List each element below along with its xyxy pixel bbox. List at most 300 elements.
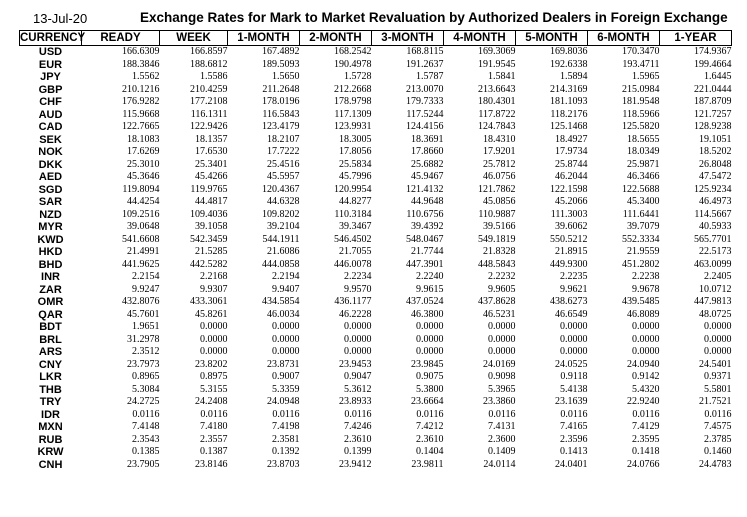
- rate-cell: 5.3965: [488, 383, 516, 395]
- rate-cell: 23.9453: [339, 358, 372, 370]
- rate-cell: 23.9412: [339, 458, 372, 470]
- rate-cell: 46.5231: [483, 308, 516, 320]
- rate-cell: 24.0766: [627, 458, 660, 470]
- rate-cell: 1.5562: [132, 71, 160, 82]
- rate-cell: 18.0349: [627, 146, 660, 157]
- rate-cell: 24.0401: [555, 458, 588, 470]
- rate-cell: 110.3184: [334, 208, 372, 220]
- rate-cell: 1.6445: [704, 71, 732, 82]
- rate-cell: 7.4131: [488, 421, 516, 432]
- rate-cell: 2.3557: [200, 433, 228, 445]
- rate-cell: 21.7744: [411, 246, 444, 257]
- rate-cell: 177.2108: [190, 96, 228, 107]
- rate-cell: 0.1387: [200, 446, 228, 457]
- currency-code: MXN: [38, 421, 63, 433]
- column-header-6-month: 6-MONTH: [588, 31, 660, 46]
- rate-cell: 2.3512: [132, 346, 160, 357]
- rate-cell: 0.9075: [416, 371, 444, 382]
- rate-cell: 110.9887: [478, 208, 516, 220]
- rate-cell: 9.9247: [132, 283, 160, 295]
- rate-cell: 114.5667: [694, 208, 732, 220]
- rate-cell: 24.0940: [627, 358, 660, 370]
- rate-cell: 549.1819: [478, 233, 516, 245]
- rate-cell: 23.7905: [127, 458, 160, 470]
- table-row: [20, 459, 732, 472]
- rate-cell: 0.0000: [704, 321, 732, 332]
- rate-cell: 46.0034: [267, 308, 300, 320]
- rate-cell: 0.0116: [704, 408, 732, 420]
- rate-cell: 169.8036: [550, 46, 588, 57]
- rate-cell: 178.0196: [262, 96, 300, 107]
- rate-cell: 44.4817: [195, 196, 228, 207]
- rate-cell: 210.1216: [122, 83, 160, 95]
- rate-cell: 221.0444: [694, 83, 732, 95]
- table-row: [20, 321, 732, 334]
- rate-cell: 191.9545: [478, 58, 516, 70]
- rate-cell: 432.8076: [122, 296, 160, 307]
- rate-cell: 188.3846: [122, 58, 160, 70]
- rate-cell: 0.0000: [344, 346, 372, 357]
- rate-cell: 0.1404: [416, 446, 444, 457]
- rate-cell: 168.2542: [334, 46, 372, 57]
- rate-cell: 0.9098: [488, 371, 516, 382]
- rate-cell: 0.8965: [132, 371, 160, 382]
- rate-cell: 25.9871: [627, 158, 660, 170]
- table-row: [20, 159, 732, 172]
- rate-cell: 17.6269: [127, 146, 160, 157]
- column-header-2-month: 2-MONTH: [300, 31, 372, 46]
- table-row: [20, 334, 732, 347]
- rate-cell: 9.9621: [560, 283, 588, 295]
- rate-cell: 0.0000: [200, 333, 228, 345]
- rate-cell: 46.3466: [627, 171, 660, 182]
- rate-cell: 0.1392: [272, 446, 300, 457]
- rate-cell: 0.0000: [272, 333, 300, 345]
- rate-cell: 5.4320: [632, 383, 660, 395]
- rate-cell: 45.3400: [627, 196, 660, 207]
- rate-cell: 21.7055: [339, 246, 372, 257]
- rate-cell: 2.2194: [272, 271, 300, 282]
- rate-cell: 0.0000: [488, 333, 516, 345]
- rate-cell: 31.2978: [127, 333, 160, 345]
- rate-cell: 18.2107: [267, 133, 300, 145]
- rate-cell: 125.9234: [694, 183, 732, 195]
- rate-cell: 21.5285: [195, 246, 228, 257]
- rate-cell: 18.3691: [411, 133, 444, 145]
- rate-cell: 0.9047: [344, 371, 372, 382]
- rate-cell: 39.2104: [267, 221, 300, 232]
- rate-cell: 121.4132: [406, 183, 444, 195]
- rate-cell: 45.2066: [555, 196, 588, 207]
- currency-code: CNH: [38, 458, 63, 471]
- rate-cell: 0.0000: [344, 333, 372, 345]
- rate-cell: 122.7665: [122, 121, 160, 132]
- rate-cell: 0.0000: [704, 333, 732, 345]
- rate-cell: 215.0984: [622, 83, 660, 95]
- rate-cell: 2.2234: [344, 271, 372, 282]
- table-row: [20, 359, 732, 372]
- report-date: 13-Jul-20: [33, 11, 88, 26]
- rate-cell: 18.1083: [127, 133, 160, 145]
- currency-code: IDR: [41, 408, 60, 421]
- table-row: [20, 384, 732, 397]
- rate-cell: 441.9625: [122, 258, 160, 270]
- rate-cell: 169.3069: [478, 46, 516, 57]
- rate-cell: 437.0524: [406, 296, 444, 307]
- table-row: [20, 84, 732, 97]
- rate-cell: 0.0116: [272, 408, 300, 420]
- rate-cell: 5.4138: [560, 383, 588, 395]
- rate-cell: 111.6441: [622, 208, 660, 220]
- rate-cell: 0.0000: [200, 346, 228, 357]
- rate-cell: 0.0116: [560, 408, 588, 420]
- rate-cell: 5.3155: [200, 383, 228, 395]
- rate-cell: 121.7257: [694, 108, 732, 120]
- column-header-currency: CURRENCY: [20, 32, 86, 44]
- rate-cell: 0.0116: [416, 408, 444, 420]
- rate-cell: 24.4783: [699, 458, 732, 470]
- rate-cell: 39.1058: [195, 221, 228, 232]
- rate-cell: 44.8277: [339, 196, 372, 207]
- rate-cell: 1.5841: [488, 71, 516, 82]
- table-row: [20, 446, 732, 459]
- table-row: [20, 409, 732, 422]
- rate-cell: 119.8094: [122, 183, 160, 195]
- exchange-rate-table: [19, 30, 732, 471]
- rate-cell: 23.7973: [127, 358, 160, 370]
- rate-cell: 23.8202: [195, 358, 228, 370]
- rate-cell: 1.9651: [132, 321, 160, 332]
- rate-cell: 5.3800: [416, 383, 444, 395]
- currency-code: BRL: [39, 333, 62, 346]
- rate-cell: 125.1468: [550, 121, 588, 132]
- rate-cell: 176.9282: [122, 96, 160, 107]
- rate-cell: 26.8048: [699, 158, 732, 170]
- rate-cell: 2.2405: [704, 271, 732, 282]
- rate-cell: 2.3610: [344, 433, 372, 445]
- rate-cell: 18.4310: [483, 133, 516, 145]
- rate-cell: 21.4991: [127, 246, 160, 257]
- currency-code: KWD: [37, 233, 64, 246]
- rate-cell: 437.8628: [478, 296, 516, 307]
- rate-cell: 2.2235: [560, 271, 588, 282]
- rate-cell: 0.0116: [632, 408, 660, 420]
- rate-cell: 45.8261: [195, 308, 228, 320]
- rate-cell: 46.6549: [555, 308, 588, 320]
- rate-cell: 2.2168: [200, 271, 228, 282]
- rate-cell: 23.1639: [555, 396, 588, 407]
- rate-cell: 2.3610: [416, 433, 444, 445]
- rate-cell: 23.9811: [411, 458, 444, 470]
- rate-cell: 46.2044: [555, 171, 588, 182]
- rate-cell: 0.0000: [560, 321, 588, 332]
- report-title: Exchange Rates for Mark to Market Revaluation by Authorized Dealers in Foreign Exchange: [140, 10, 728, 25]
- currency-code: SAR: [38, 196, 63, 208]
- rate-cell: 0.0000: [200, 321, 228, 332]
- rate-cell: 23.9845: [411, 358, 444, 370]
- rate-cell: 124.4156: [406, 121, 444, 132]
- rate-cell: 109.4036: [190, 208, 228, 220]
- rate-cell: 447.3901: [406, 258, 444, 270]
- rate-cell: 436.1177: [334, 296, 372, 307]
- rate-cell: 170.3470: [622, 46, 660, 57]
- rate-cell: 0.8975: [200, 371, 228, 382]
- rate-cell: 213.6643: [478, 83, 516, 95]
- table-body: [20, 46, 732, 472]
- rate-cell: 18.3005: [339, 133, 372, 145]
- rate-cell: 121.7862: [478, 183, 516, 195]
- rate-cell: 7.4165: [560, 421, 588, 432]
- rate-cell: 0.9007: [272, 371, 300, 382]
- currency-code: JPY: [40, 71, 61, 83]
- rate-cell: 21.9559: [627, 246, 660, 257]
- rate-cell: 39.3467: [339, 221, 372, 232]
- rate-cell: 178.9798: [334, 96, 372, 107]
- rate-cell: 24.0114: [483, 458, 516, 470]
- rate-cell: 9.9570: [344, 283, 372, 295]
- table-row: [20, 146, 732, 159]
- table-row: [20, 259, 732, 272]
- rate-cell: 2.3596: [560, 433, 588, 445]
- rate-cell: 199.4664: [694, 58, 732, 70]
- rate-cell: 0.0000: [416, 333, 444, 345]
- rate-cell: 5.5801: [704, 383, 732, 395]
- rate-cell: 179.7333: [406, 96, 444, 107]
- rate-cell: 46.3800: [411, 308, 444, 320]
- table-row: [20, 96, 732, 109]
- rate-cell: 0.0116: [344, 408, 372, 420]
- rate-cell: 214.3169: [550, 83, 588, 95]
- rate-cell: 1.5965: [632, 71, 660, 82]
- table-row: [20, 234, 732, 247]
- rate-cell: 187.8709: [694, 96, 732, 107]
- rate-cell: 9.9678: [632, 283, 660, 295]
- rate-cell: 546.4502: [334, 233, 372, 245]
- rate-cell: 23.6664: [411, 396, 444, 407]
- currency-code: SGD: [38, 183, 63, 196]
- rate-cell: 24.2408: [195, 396, 228, 407]
- rate-cell: 18.5655: [627, 133, 660, 145]
- currency-code: AUD: [38, 108, 63, 121]
- rate-cell: 180.4301: [478, 96, 516, 107]
- rate-cell: 23.3860: [483, 396, 516, 407]
- rate-cell: 448.5843: [478, 258, 516, 270]
- rate-cell: 0.0000: [704, 346, 732, 357]
- rate-cell: 0.0000: [488, 346, 516, 357]
- rate-cell: 2.3543: [132, 433, 160, 445]
- rate-cell: 181.1093: [550, 96, 588, 107]
- rate-cell: 45.7996: [339, 171, 372, 182]
- rate-cell: 442.5282: [190, 258, 228, 270]
- rate-cell: 168.8115: [406, 46, 444, 57]
- rate-cell: 174.9367: [694, 46, 732, 57]
- currency-code: HKD: [38, 246, 63, 258]
- rate-cell: 0.1385: [132, 446, 160, 457]
- table-row: [20, 284, 732, 297]
- column-header-1-year: 1-YEAR: [660, 31, 732, 46]
- currency-code: EUR: [38, 58, 63, 71]
- rate-cell: 0.0000: [632, 333, 660, 345]
- rate-cell: 18.4927: [555, 133, 588, 145]
- currency-code: OMR: [37, 296, 64, 308]
- rate-cell: 18.1357: [195, 133, 228, 145]
- rate-cell: 5.3612: [344, 383, 372, 395]
- rate-cell: 2.2232: [488, 271, 516, 282]
- rate-cell: 22.5173: [699, 246, 732, 257]
- rate-cell: 24.0948: [267, 396, 300, 407]
- rate-cell: 5.3359: [272, 383, 300, 395]
- column-header-5-month: 5-MONTH: [516, 31, 588, 46]
- table-row: [20, 46, 732, 59]
- rate-cell: 116.1311: [190, 108, 228, 120]
- rate-cell: 0.0116: [200, 408, 228, 420]
- rate-cell: 46.0756: [483, 171, 516, 182]
- rate-cell: 39.6062: [555, 221, 588, 232]
- rate-cell: 23.8933: [339, 396, 372, 407]
- rate-cell: 48.0725: [699, 308, 732, 320]
- rate-cell: 1.5728: [344, 71, 372, 82]
- currency-code: NOK: [38, 146, 63, 158]
- rate-cell: 111.3003: [550, 208, 588, 220]
- rate-cell: 25.8744: [555, 158, 588, 170]
- rate-cell: 17.9201: [483, 146, 516, 157]
- rate-cell: 110.6756: [406, 208, 444, 220]
- table-header-row: [20, 31, 732, 46]
- currency-code: TRY: [39, 396, 62, 408]
- rate-cell: 18.5202: [699, 146, 732, 157]
- table-row: [20, 309, 732, 322]
- currency-code: BDT: [39, 321, 62, 333]
- rate-cell: 0.1413: [560, 446, 588, 457]
- rate-cell: 0.9142: [632, 371, 660, 382]
- rate-cell: 45.9467: [411, 171, 444, 182]
- currency-code: ARS: [38, 346, 63, 358]
- currency-code: INR: [41, 271, 60, 283]
- rate-cell: 21.7521: [699, 396, 732, 407]
- rate-cell: 438.6273: [550, 296, 588, 307]
- rate-cell: 117.5244: [406, 108, 444, 120]
- rate-cell: 23.8146: [195, 458, 228, 470]
- rate-cell: 0.0000: [560, 346, 588, 357]
- rate-cell: 124.7843: [478, 121, 516, 132]
- rate-cell: 542.3459: [190, 233, 228, 245]
- rate-cell: 166.8597: [190, 46, 228, 57]
- rate-cell: 10.0712: [699, 283, 732, 295]
- table-row: [20, 346, 732, 359]
- rate-cell: 213.0070: [406, 83, 444, 95]
- rate-cell: 7.4180: [200, 421, 228, 432]
- rate-cell: 25.6882: [411, 158, 444, 170]
- rate-cell: 120.4367: [262, 183, 300, 195]
- rate-cell: 39.4392: [411, 221, 444, 232]
- table-row: [20, 59, 732, 72]
- rate-cell: 21.6086: [267, 246, 300, 257]
- rate-cell: 192.6338: [550, 58, 588, 70]
- rate-cell: 449.9300: [550, 258, 588, 270]
- table-row: [20, 296, 732, 309]
- rate-cell: 7.4246: [344, 421, 372, 432]
- rate-cell: 115.9668: [122, 108, 160, 120]
- rate-cell: 117.1309: [334, 108, 372, 120]
- table-row: [20, 109, 732, 122]
- rate-cell: 7.4212: [416, 421, 444, 432]
- column-header-3-month: 3-MONTH: [372, 31, 444, 46]
- rate-cell: 9.9615: [416, 283, 444, 295]
- rate-cell: 45.3646: [127, 171, 160, 182]
- rate-cell: 17.7222: [267, 146, 300, 157]
- rate-cell: 17.8056: [339, 146, 372, 157]
- column-header-week: WEEK: [160, 31, 228, 46]
- rate-cell: 0.0116: [488, 408, 516, 420]
- rate-cell: 122.1598: [550, 183, 588, 195]
- rate-cell: 541.6608: [122, 233, 160, 245]
- rate-cell: 0.0116: [132, 408, 160, 420]
- table-row: [20, 71, 732, 84]
- rate-cell: 128.9238: [694, 121, 732, 132]
- rate-cell: 24.2725: [127, 396, 160, 407]
- rate-cell: 212.2668: [334, 83, 372, 95]
- rate-cell: 0.0000: [488, 321, 516, 332]
- rate-cell: 17.8660: [411, 146, 444, 157]
- currency-code: KRW: [37, 446, 64, 458]
- rate-cell: 167.4892: [262, 46, 300, 57]
- rate-cell: 46.2228: [339, 308, 372, 320]
- rate-cell: 451.2802: [622, 258, 660, 270]
- rate-cell: 447.9813: [694, 296, 732, 307]
- table-row: [20, 371, 732, 384]
- table-row: [20, 221, 732, 234]
- rate-cell: 444.0858: [262, 258, 300, 270]
- currency-code: MYR: [38, 221, 63, 233]
- rate-cell: 44.6328: [267, 196, 300, 207]
- currency-code: DKK: [38, 158, 63, 171]
- rate-cell: 2.3581: [272, 433, 300, 445]
- rate-cell: 123.9931: [334, 121, 372, 132]
- currency-code: CAD: [38, 121, 63, 133]
- rate-cell: 40.5933: [699, 221, 732, 232]
- rate-cell: 109.2516: [122, 208, 160, 220]
- rate-cell: 45.0856: [483, 196, 516, 207]
- rate-cell: 2.3595: [632, 433, 660, 445]
- rate-cell: 9.9307: [200, 283, 228, 295]
- rate-cell: 0.9118: [560, 371, 588, 382]
- rate-cell: 552.3334: [622, 233, 660, 245]
- table-row: [20, 121, 732, 134]
- table-row: [20, 434, 732, 447]
- rate-cell: 45.5957: [267, 171, 300, 182]
- rate-cell: 0.0000: [632, 321, 660, 332]
- rate-cell: 21.8915: [555, 246, 588, 257]
- rate-cell: 0.1418: [632, 446, 660, 457]
- rate-cell: 25.7812: [483, 158, 516, 170]
- rate-cell: 47.5472: [699, 171, 732, 182]
- rate-cell: 0.0000: [416, 321, 444, 332]
- rate-cell: 9.9407: [272, 283, 300, 295]
- currency-code: USD: [38, 46, 63, 58]
- rate-cell: 0.9371: [704, 371, 732, 382]
- rate-cell: 190.4978: [334, 58, 372, 70]
- rate-cell: 23.8703: [267, 458, 300, 470]
- rate-cell: 0.1460: [704, 446, 732, 457]
- table-row: [20, 171, 732, 184]
- rate-cell: 565.7701: [694, 233, 732, 245]
- rate-cell: 0.0000: [272, 346, 300, 357]
- currency-code: GBP: [38, 83, 63, 96]
- rate-cell: 17.6530: [195, 146, 228, 157]
- currency-code: RUB: [38, 433, 63, 446]
- rate-cell: 1.5894: [560, 71, 588, 82]
- rate-cell: 120.9954: [334, 183, 372, 195]
